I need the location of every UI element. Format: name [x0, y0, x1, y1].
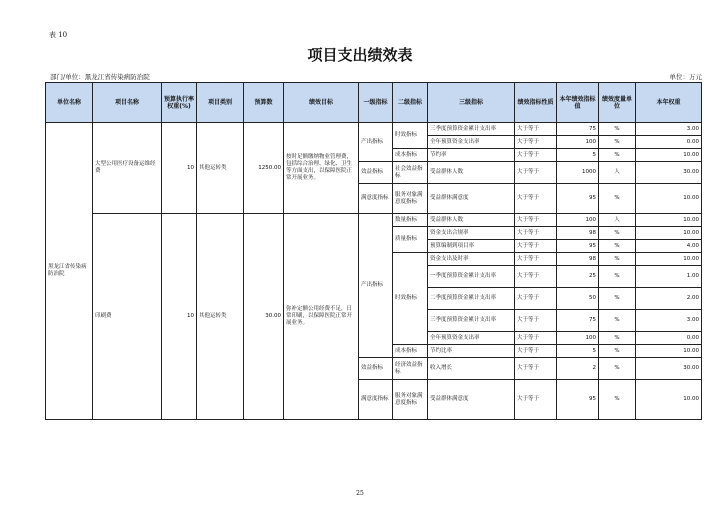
- indicator-value: 98: [557, 227, 599, 240]
- indicator-weight: 10.00: [636, 227, 702, 240]
- table-row: [46, 123, 702, 136]
- col-header: 绩效指标性质: [515, 83, 557, 123]
- indicator-nature: 大于等于: [515, 380, 557, 420]
- indicator-l3: 受益群体人数: [428, 162, 515, 184]
- department-label: 部门/单位：黑龙江省传染病防治院: [50, 73, 150, 81]
- indicator-l2: 成本指标: [393, 345, 428, 358]
- indicator-value: 75: [557, 310, 599, 332]
- col-header: 绩效目标: [284, 83, 359, 123]
- indicator-unit: %: [599, 123, 636, 136]
- col-header: 本年权重: [636, 83, 702, 123]
- indicator-nature: 大于等于: [515, 227, 557, 240]
- indicator-l2: 社会效益指标: [393, 162, 428, 184]
- indicator-l3: 节约率: [428, 149, 515, 162]
- indicator-l2: 质量指标: [393, 227, 428, 253]
- indicator-l2: 服务对象满意度指标: [393, 380, 428, 420]
- unit-name-cell: 黑龙江省传染病防治院: [46, 123, 93, 420]
- indicator-nature: 大于等于: [515, 149, 557, 162]
- indicator-value: 95: [557, 240, 599, 253]
- col-header: 项目名称: [93, 83, 162, 123]
- indicator-nature: 大于等于: [515, 288, 557, 310]
- table-number: 表 10: [49, 31, 68, 39]
- indicator-l3: 资金支出合规率: [428, 227, 515, 240]
- indicator-l3: 受益群体满意度: [428, 184, 515, 214]
- indicator-value: 100: [557, 214, 599, 227]
- indicator-l3: 全年预算资金支出率: [428, 332, 515, 345]
- indicator-weight: 10.00: [636, 149, 702, 162]
- indicator-l1: 产出指标: [359, 214, 393, 358]
- indicator-weight: 4.00: [636, 240, 702, 253]
- indicator-value: 100: [557, 332, 599, 345]
- indicator-value: 50: [557, 288, 599, 310]
- indicator-l1: 效益指标: [359, 162, 393, 184]
- indicator-l2: 时效指标: [393, 123, 428, 149]
- indicator-l3: 预算编制到项目率: [428, 240, 515, 253]
- indicator-nature: 大于等于: [515, 332, 557, 345]
- indicator-unit: %: [599, 149, 636, 162]
- indicator-weight: 10.00: [636, 345, 702, 358]
- indicator-l1: 满意度指标: [359, 184, 393, 214]
- indicator-l1: 效益指标: [359, 358, 393, 380]
- page-number: 25: [356, 490, 364, 497]
- indicator-l3: 受益群体满意度: [428, 380, 515, 420]
- indicator-nature: 大于等于: [515, 162, 557, 184]
- indicator-weight: 30.00: [636, 358, 702, 380]
- indicator-weight: 10.00: [636, 214, 702, 227]
- indicator-nature: 大于等于: [515, 345, 557, 358]
- indicator-l2: 经济效益指标: [393, 358, 428, 380]
- indicator-weight: 10.00: [636, 253, 702, 266]
- indicator-l3: 全年预算资金支出率: [428, 136, 515, 149]
- indicator-weight: 1.00: [636, 266, 702, 288]
- indicator-l3: 三季度预算资金累计支出率: [428, 310, 515, 332]
- indicator-l3: 资金支出及时率: [428, 253, 515, 266]
- indicator-unit: %: [599, 358, 636, 380]
- indicator-unit: %: [599, 310, 636, 332]
- indicator-nature: 大于等于: [515, 253, 557, 266]
- indicator-weight: 2.00: [636, 288, 702, 310]
- indicator-value: 95: [557, 184, 599, 214]
- indicator-unit: %: [599, 345, 636, 358]
- header-row: [46, 83, 702, 123]
- indicator-nature: 大于等于: [515, 358, 557, 380]
- indicator-unit: %: [599, 288, 636, 310]
- col-header: 预算执行率权重(%): [162, 83, 197, 123]
- indicator-nature: 大于等于: [515, 123, 557, 136]
- indicator-value: 5: [557, 149, 599, 162]
- project-weight: 10: [162, 214, 197, 420]
- indicator-weight: 0.00: [636, 136, 702, 149]
- indicator-nature: 大于等于: [515, 136, 557, 149]
- indicator-weight: 10.00: [636, 380, 702, 420]
- indicator-l3: 节约比率: [428, 345, 515, 358]
- col-header: 三级指标: [428, 83, 515, 123]
- indicator-unit: %: [599, 332, 636, 345]
- indicator-nature: 大于等于: [515, 240, 557, 253]
- indicator-weight: 3.00: [636, 123, 702, 136]
- project-name: 大型公用医疗设备运维经费: [93, 123, 162, 214]
- indicator-nature: 大于等于: [515, 266, 557, 288]
- project-goal: 弥补定额公用经费不足，日常印刷，以保障医院正常开展业务。: [284, 214, 359, 420]
- indicator-weight: 10.00: [636, 184, 702, 214]
- project-weight: 10: [162, 123, 197, 214]
- indicator-nature: 大于等于: [515, 184, 557, 214]
- col-header: 预算数: [244, 83, 284, 123]
- indicator-unit: 人: [599, 162, 636, 184]
- indicator-weight: 0.00: [636, 332, 702, 345]
- indicator-l3: 收入增长: [428, 358, 515, 380]
- performance-table: [45, 82, 702, 420]
- project-name: 印刷费: [93, 214, 162, 420]
- project-goal: 按时足额缴纳物业管理费，包括综合治理、绿化、卫生等方面支出，以保障医院正常开展业务。: [284, 123, 359, 214]
- indicator-l3: 受益群体人数: [428, 214, 515, 227]
- indicator-weight: 30.00: [636, 162, 702, 184]
- indicator-l2: 服务对象满意度指标: [393, 184, 428, 214]
- indicator-l2: 成本指标: [393, 149, 428, 162]
- unit-label: 单位：万元: [669, 73, 702, 81]
- col-header: 二级指标: [393, 83, 428, 123]
- indicator-unit: %: [599, 380, 636, 420]
- indicator-l2: 数量指标: [393, 214, 428, 227]
- indicator-value: 98: [557, 253, 599, 266]
- indicator-unit: %: [599, 266, 636, 288]
- indicator-value: 5: [557, 345, 599, 358]
- indicator-l1: 满意度指标: [359, 380, 393, 420]
- table-row: [46, 214, 702, 227]
- indicator-unit: %: [599, 240, 636, 253]
- page-title: 项目支出绩效表: [307, 46, 413, 64]
- col-header: 一级指标: [359, 83, 393, 123]
- col-header: 单位名称: [46, 83, 93, 123]
- indicator-nature: 大于等于: [515, 310, 557, 332]
- col-header: 项目类别: [197, 83, 244, 123]
- indicator-value: 95: [557, 380, 599, 420]
- indicator-l3: 三季度预算资金累计支出率: [428, 123, 515, 136]
- indicator-nature: 大于等于: [515, 214, 557, 227]
- indicator-l3: 一季度预算资金累计支出率: [428, 266, 515, 288]
- indicator-value: 1000: [557, 162, 599, 184]
- project-budget: 30.00: [244, 214, 284, 420]
- indicator-l1: 产出指标: [359, 123, 393, 162]
- project-category: 其他运转类: [197, 214, 244, 420]
- indicator-l3: 二季度预算资金累计支出率: [428, 288, 515, 310]
- indicator-unit: 人: [599, 214, 636, 227]
- project-budget: 1250.00: [244, 123, 284, 214]
- indicator-value: 25: [557, 266, 599, 288]
- indicator-value: 2: [557, 358, 599, 380]
- project-category: 其他运转类: [197, 123, 244, 214]
- indicator-weight: 3.00: [636, 310, 702, 332]
- col-header: 本年绩效指标值: [557, 83, 599, 123]
- indicator-value: 75: [557, 123, 599, 136]
- indicator-l2: 时效指标: [393, 253, 428, 345]
- indicator-unit: %: [599, 136, 636, 149]
- indicator-unit: %: [599, 253, 636, 266]
- indicator-value: 100: [557, 136, 599, 149]
- indicator-unit: %: [599, 184, 636, 214]
- indicator-unit: %: [599, 227, 636, 240]
- col-header: 绩效度量单位: [599, 83, 636, 123]
